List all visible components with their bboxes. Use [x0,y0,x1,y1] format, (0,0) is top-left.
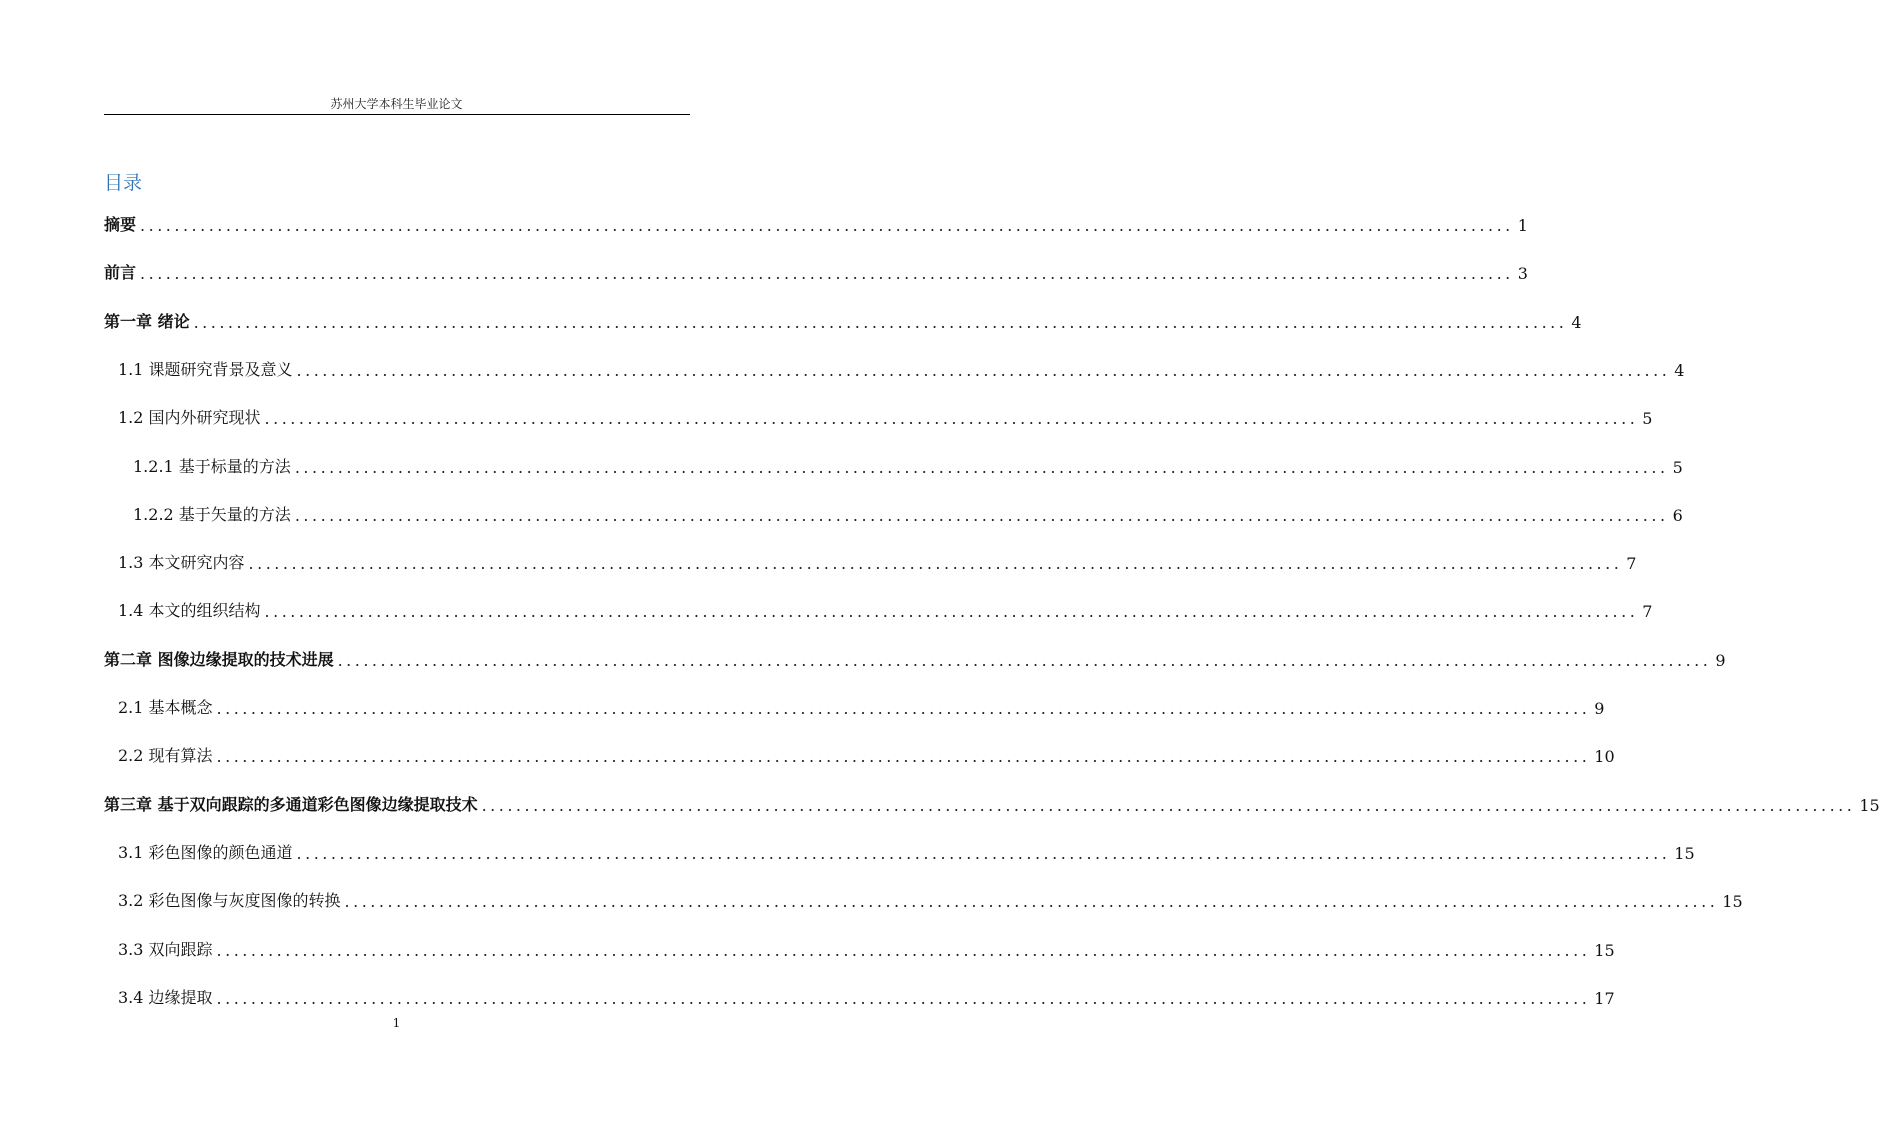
toc-entry-page: 1 [1517,216,1528,235]
toc-entry-label: 3.1 彩色图像的颜色通道 [118,843,293,862]
toc-entry[interactable] [118,887,1743,911]
toc-entry[interactable] [118,356,1685,380]
toc-entry-page: 10 [1594,747,1615,766]
toc-entry-label: 1.2.2 基于矢量的方法 [133,505,291,524]
dot-leader: ................................................................................................................................................................ [264,602,1639,621]
toc-entry-label: 1.2.1 基于标量的方法 [133,457,291,476]
dot-leader: ................................................................................................................................................................ [193,313,1568,332]
toc-entry[interactable] [118,549,1637,573]
toc-entry-label: 1.2 国内外研究现状 [118,408,261,427]
toc-entry-page: 9 [1715,651,1726,670]
toc-entry-page: 9 [1594,699,1605,718]
toc-entry-page: 15 [1674,844,1695,863]
toc-entry[interactable] [118,404,1653,428]
toc-entry-page: 15 [1722,892,1743,911]
toc-entry-page: 5 [1642,409,1653,428]
dot-leader: ................................................................................................................................................................ [337,651,1712,670]
dot-leader: ................................................................................................................................................................ [264,409,1639,428]
dot-leader: ................................................................................................................................................................ [296,361,1671,380]
toc-entry-label: 摘要 [104,215,137,234]
dot-leader: ................................................................................................................................................................ [140,264,1514,283]
toc-title: 目录 [104,172,143,194]
running-header: 苏州大学本科生毕业论文 [330,97,463,111]
toc-entry-page: 7 [1626,554,1637,573]
dot-leader: ................................................................................................................................................................ [216,747,1591,766]
toc-entry-page: 5 [1672,458,1683,477]
dot-leader: ................................................................................................................................................................ [294,506,1669,525]
toc-entry-label: 2.2 现有算法 [118,746,213,765]
dot-leader: ................................................................................................................................................................ [294,458,1669,477]
toc-entry-label: 第一章 绪论 [104,312,190,331]
toc-entry-label: 1.4 本文的组织结构 [118,601,261,620]
toc-entry-label: 2.1 基本概念 [118,698,213,717]
toc-entry[interactable] [133,453,1683,477]
dot-leader: ................................................................................................................................................................ [216,989,1591,1008]
toc-entry[interactable] [104,791,1880,815]
toc-entry-label: 第三章 基于双向跟踪的多通道彩色图像边缘提取技术 [104,795,478,814]
toc-entry-label: 3.2 彩色图像与灰度图像的转换 [118,891,341,910]
dot-leader: ................................................................................................................................................................ [248,554,1623,573]
dot-leader: ................................................................................................................................................................ [216,941,1591,960]
dot-leader: ................................................................................................................................................................ [344,892,1719,911]
toc-entry-page: 4 [1674,361,1685,380]
toc-entry[interactable] [104,646,1726,670]
toc-entry-page: 7 [1642,602,1653,621]
toc-entry[interactable] [133,501,1683,525]
toc-entry[interactable] [104,211,1528,235]
toc-entry-page: 4 [1571,313,1582,332]
toc-entry-page: 15 [1594,941,1615,960]
toc-entry[interactable] [104,308,1582,332]
dot-leader: ................................................................................................................................................................ [296,844,1671,863]
toc-entry[interactable] [118,839,1695,863]
toc-entry[interactable] [118,936,1615,960]
toc-entry-label: 1.1 课题研究背景及意义 [118,360,293,379]
toc-entry-label: 3.3 双向跟踪 [118,940,213,959]
toc-entry-page: 6 [1672,506,1683,525]
dot-leader: ................................................................................................................................................................ [481,796,1856,815]
toc-entry-label: 3.4 边缘提取 [118,988,213,1007]
dot-leader: ................................................................................................................................................................ [216,699,1591,718]
toc-entry[interactable] [104,259,1528,283]
toc-entry-page: 17 [1594,989,1615,1008]
toc-entry[interactable] [118,742,1615,766]
toc-entry-label: 第二章 图像边缘提取的技术进展 [104,650,334,669]
toc-entry[interactable] [118,984,1615,1008]
dot-leader: ................................................................................................................................................................ [140,216,1514,235]
toc-entry-label: 1.3 本文研究内容 [118,553,245,572]
toc-entry-label: 前言 [104,263,137,282]
toc-entry[interactable] [118,694,1605,718]
toc-entry-page: 15 [1859,796,1880,815]
toc-entry-page: 3 [1517,264,1528,283]
page-number: 1 [392,1016,401,1030]
toc-entry[interactable] [118,597,1653,621]
